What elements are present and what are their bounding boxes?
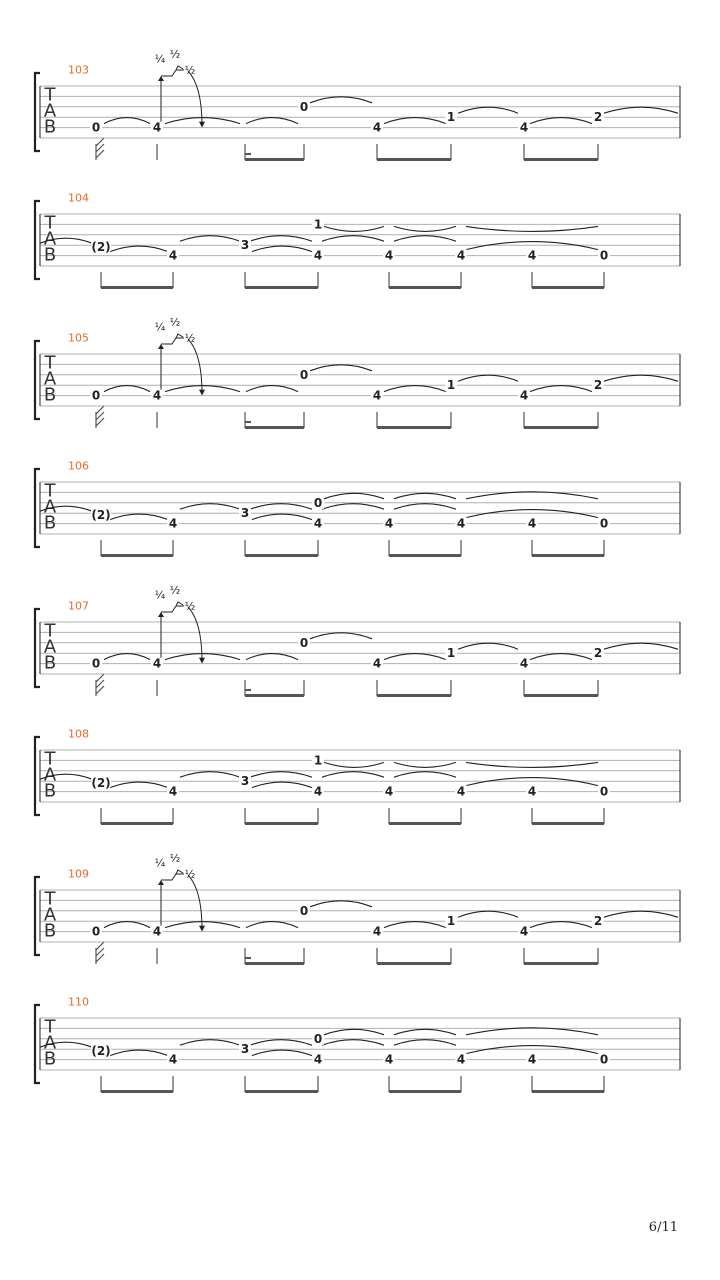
tie-arc (246, 118, 298, 124)
tab-clef-letter: T (44, 1016, 56, 1038)
tab-system-107 (35, 584, 680, 698)
tab-clef-letter: B (43, 652, 57, 674)
release-arrowhead (199, 390, 205, 396)
tie-arc (384, 386, 446, 392)
tie-arc (394, 504, 456, 510)
beam (524, 426, 598, 429)
beam (532, 822, 604, 825)
partial-beam (245, 421, 251, 423)
tie-arc (310, 97, 372, 103)
tie-arc (252, 782, 312, 788)
bend-label-half: ½ (169, 315, 181, 329)
bend-arrowhead (176, 602, 183, 606)
tie-arc (394, 772, 456, 778)
beam (532, 554, 604, 557)
fret-number: 4 (168, 248, 178, 263)
fret-number: 0 (299, 903, 309, 918)
tie-arc (252, 246, 312, 252)
fret-number: 0 (599, 248, 609, 263)
tie-arc (394, 236, 456, 242)
fret-number: 4 (456, 516, 466, 531)
measure-number: 104 (68, 191, 89, 205)
tab-system-104 (35, 192, 680, 290)
fret-number-top: 0 (313, 495, 323, 510)
beam (524, 694, 598, 697)
tie-arc (110, 1050, 168, 1056)
fret-number: 4 (313, 248, 323, 263)
fret-number: 0 (599, 784, 609, 799)
fret-number: (2) (91, 508, 111, 523)
beam (377, 962, 451, 965)
partial-beam (245, 957, 251, 959)
beam (245, 962, 304, 965)
bend-arrowhead (158, 76, 164, 81)
measure-number: 107 (68, 599, 89, 613)
tab-clef-letter: A (43, 1032, 57, 1054)
fret-number-top: 1 (313, 217, 323, 232)
tie-arc (530, 118, 592, 124)
beam (377, 158, 451, 161)
tie-arc (324, 226, 384, 231)
bend-label-half: ½ (169, 47, 181, 61)
beam (389, 1090, 461, 1093)
beam (245, 822, 318, 825)
tie-arc (310, 365, 372, 371)
tab-system-110 (35, 996, 680, 1094)
bend-release-label: ½ (184, 867, 196, 881)
beam (101, 822, 173, 825)
beam (101, 286, 173, 289)
fret-number: 0 (599, 516, 609, 531)
fret-number: 0 (299, 635, 309, 650)
fret-number: 2 (593, 378, 603, 393)
bend-label-quarter: ¼ (154, 320, 166, 334)
fret-number: 4 (313, 516, 323, 531)
tie-arc (324, 762, 384, 767)
fret-number: 4 (313, 1052, 323, 1067)
fret-number: 4 (527, 516, 537, 531)
beam (101, 1090, 173, 1093)
tie-arc (104, 654, 150, 660)
measure-number: 109 (68, 867, 89, 881)
fret-number: 4 (152, 924, 162, 939)
bend-arrowhead (176, 870, 183, 874)
fret-number: 4 (152, 120, 162, 135)
fret-number: 4 (456, 1052, 466, 1067)
tab-system-103 (35, 48, 680, 162)
fret-number: 2 (593, 646, 603, 661)
fret-number: 3 (240, 774, 250, 789)
system-bracket (35, 341, 40, 419)
tab-clef-letter: T (44, 748, 56, 770)
tie-arc (604, 107, 678, 113)
tie-arc (250, 236, 312, 242)
fret-number: 1 (446, 378, 456, 393)
fret-number: (2) (91, 240, 111, 255)
fret-number: 4 (168, 1052, 178, 1067)
tie-arc (322, 504, 384, 510)
tie-arc (104, 118, 150, 124)
bend-label-half: ½ (169, 851, 181, 865)
release-arrowhead (199, 122, 205, 128)
tie-arc (604, 911, 678, 917)
bend-label-quarter: ¼ (154, 588, 166, 602)
tie-arc (180, 504, 240, 510)
tab-clef-letter: A (43, 368, 57, 390)
system-bracket (35, 73, 40, 151)
fret-number: 4 (168, 516, 178, 531)
tie-arc (246, 654, 298, 660)
tie-arc (250, 504, 312, 510)
bend-arrowhead (176, 66, 183, 70)
tie-arc (394, 1040, 456, 1046)
tie-arc (110, 782, 168, 788)
beam (245, 694, 304, 697)
tie-arc (104, 922, 150, 928)
bend-step (161, 70, 184, 76)
bend-arrowhead (158, 612, 164, 617)
tab-clef-letter: B (43, 1048, 57, 1070)
tie-arc (252, 514, 312, 520)
tab-clef-letter: A (43, 764, 57, 786)
fret-number: 4 (519, 120, 529, 135)
tab-clef-letter: T (44, 480, 56, 502)
beam (245, 158, 304, 161)
tab-clef-letter: A (43, 636, 57, 658)
fret-number: 1 (446, 914, 456, 929)
tie-arc (466, 226, 598, 231)
system-bracket (35, 609, 40, 687)
tie-arc (310, 901, 372, 907)
bend-arrowhead (158, 880, 164, 885)
fret-number-top: 1 (313, 753, 323, 768)
fret-number: 0 (299, 367, 309, 382)
fret-number: 4 (527, 1052, 537, 1067)
tie-arc (530, 654, 592, 660)
tab-clef-letter: T (44, 84, 56, 106)
measure-number: 108 (68, 727, 89, 741)
fret-number: 4 (384, 784, 394, 799)
partial-beam (245, 153, 251, 155)
fret-number: 4 (372, 656, 382, 671)
system-bracket (35, 201, 40, 279)
fret-number: 4 (168, 784, 178, 799)
tab-clef-letter: T (44, 212, 56, 234)
page-number: 6/11 (648, 1220, 678, 1235)
measure-number: 106 (68, 459, 89, 473)
tie-arc (250, 772, 312, 778)
tie-arc (310, 633, 372, 639)
tie-arc (180, 236, 240, 242)
tab-system-105 (35, 316, 680, 430)
bend-release-label: ½ (184, 331, 196, 345)
system-bracket (35, 737, 40, 815)
system-bracket (35, 1005, 40, 1083)
tie-arc (604, 643, 678, 649)
bend-step (161, 606, 184, 612)
system-bracket (35, 469, 40, 547)
bend-step (161, 874, 184, 880)
fret-number-top: 0 (313, 1031, 323, 1046)
tie-arc (458, 375, 518, 381)
tie-arc (604, 375, 678, 381)
beam (377, 694, 451, 697)
fret-number: 4 (527, 784, 537, 799)
tie-arc (394, 493, 456, 499)
tie-arc (324, 1029, 384, 1035)
beam (524, 962, 598, 965)
beam (245, 286, 318, 289)
tab-system-109 (35, 852, 680, 966)
beam (532, 1090, 604, 1093)
fret-number: 4 (372, 924, 382, 939)
tab-clef-letter: T (44, 620, 56, 642)
beam (389, 286, 461, 289)
tab-clef-letter: B (43, 116, 57, 138)
tab-clef-letter: B (43, 512, 57, 534)
beam (524, 158, 598, 161)
tie-arc (394, 762, 456, 767)
fret-number: 4 (152, 388, 162, 403)
tie-arc (322, 772, 384, 778)
fret-number: 4 (519, 924, 529, 939)
fret-number: 1 (446, 110, 456, 125)
bend-step (161, 338, 184, 344)
tab-system-106 (35, 460, 680, 558)
fret-number: 4 (519, 388, 529, 403)
fret-number: 4 (456, 248, 466, 263)
tie-arc (246, 386, 298, 392)
fret-number: 4 (384, 1052, 394, 1067)
fret-number: 4 (384, 248, 394, 263)
fret-number: 4 (456, 784, 466, 799)
bend-label-half: ½ (169, 583, 181, 597)
tab-clef-letter: A (43, 228, 57, 250)
fret-number: 4 (527, 248, 537, 263)
tab-clef-letter: A (43, 904, 57, 926)
fret-number: 0 (299, 99, 309, 114)
fret-number: 2 (593, 110, 603, 125)
tie-arc (458, 643, 518, 649)
beam (532, 286, 604, 289)
tab-clef-letter: B (43, 244, 57, 266)
fret-number: 0 (91, 120, 101, 135)
tab-clef-letter: A (43, 496, 57, 518)
release-arrowhead (199, 658, 205, 664)
fret-number: 3 (240, 1042, 250, 1057)
tie-arc (458, 107, 518, 113)
tie-arc (250, 1040, 312, 1046)
measure-number: 110 (68, 995, 89, 1009)
beam (245, 554, 318, 557)
tie-arc (180, 772, 240, 778)
fret-number: 4 (152, 656, 162, 671)
bend-release-label: ½ (184, 63, 196, 77)
beam (245, 426, 304, 429)
tie-arc (530, 386, 592, 392)
tie-arc (384, 922, 446, 928)
tab-clef-letter: B (43, 384, 57, 406)
system-bracket (35, 877, 40, 955)
fret-number: (2) (91, 776, 111, 791)
fret-number: 0 (599, 1052, 609, 1067)
tab-clef-letter: T (44, 888, 56, 910)
tab-clef-letter: T (44, 352, 56, 374)
tie-arc (394, 226, 456, 231)
tie-arc (322, 236, 384, 242)
fret-number: 4 (313, 784, 323, 799)
fret-number: 4 (384, 516, 394, 531)
fret-number: 0 (91, 656, 101, 671)
tab-clef-letter: A (43, 100, 57, 122)
fret-number: 1 (446, 646, 456, 661)
fret-number: 4 (519, 656, 529, 671)
tie-arc (530, 922, 592, 928)
tie-arc (246, 922, 298, 928)
beam (389, 554, 461, 557)
tie-arc (110, 514, 168, 520)
beam (377, 426, 451, 429)
fret-number: 0 (91, 924, 101, 939)
tie-arc (384, 654, 446, 660)
tie-arc (252, 1050, 312, 1056)
fret-number: 3 (240, 238, 250, 253)
tab-clef-letter: B (43, 920, 57, 942)
beam (101, 554, 173, 557)
fret-number: 3 (240, 506, 250, 521)
tab-clef-letter: B (43, 780, 57, 802)
fret-number: 4 (372, 388, 382, 403)
fret-number: 0 (91, 388, 101, 403)
bend-label-quarter: ¼ (154, 52, 166, 66)
fret-number: (2) (91, 1044, 111, 1059)
tie-arc (322, 1040, 384, 1046)
release-arrowhead (199, 926, 205, 932)
fret-number: 4 (372, 120, 382, 135)
bend-arrowhead (176, 334, 183, 338)
tie-arc (466, 762, 598, 767)
partial-beam (245, 689, 251, 691)
tie-arc (180, 1040, 240, 1046)
bend-release-label: ½ (184, 599, 196, 613)
measure-number: 105 (68, 331, 89, 345)
tie-arc (324, 493, 384, 499)
measure-number: 103 (68, 63, 89, 77)
beam (389, 822, 461, 825)
bend-label-quarter: ¼ (154, 856, 166, 870)
tie-arc (110, 246, 168, 252)
fret-number: 2 (593, 914, 603, 929)
bend-arrowhead (158, 344, 164, 349)
tie-arc (104, 386, 150, 392)
tie-arc (394, 1029, 456, 1035)
tie-arc (384, 118, 446, 124)
tab-system-108 (35, 728, 680, 826)
beam (245, 1090, 318, 1093)
tie-arc (458, 911, 518, 917)
